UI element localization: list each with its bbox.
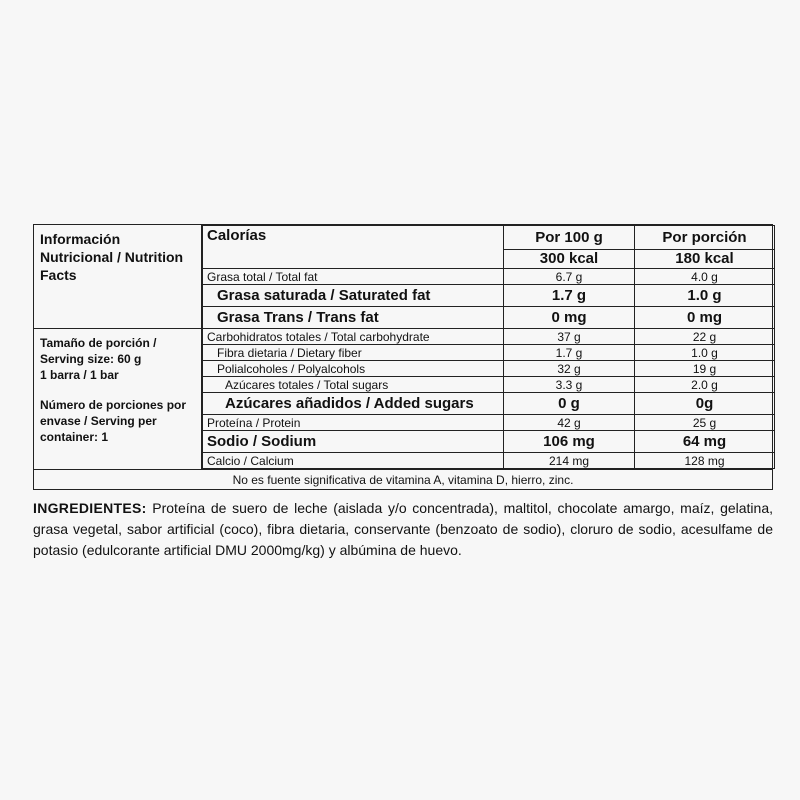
row-label: Azúcares totales / Total sugars [203, 377, 504, 393]
row-label: Azúcares añadidos / Added sugars [203, 393, 504, 415]
per-serving-header: Por porción [635, 226, 775, 250]
row-per-100g: 0 g [504, 393, 635, 415]
row-per-serving: 19 g [635, 361, 775, 377]
serving-unit: 1 barra / 1 bar [40, 368, 119, 382]
row-label: Grasa Trans / Trans fat [203, 307, 504, 329]
row-label: Polialcoholes / Polyalcohols [203, 361, 504, 377]
ingredients-section [33, 498, 773, 561]
row-per-100g: 3.3 g [504, 377, 635, 393]
serving-info [34, 329, 202, 469]
row-per-100g: 32 g [504, 361, 635, 377]
row-label: Fibra dietaria / Dietary fiber [203, 345, 504, 361]
nutrition-title: Información Nutricional / Nutrition Facts [34, 225, 202, 329]
kcal-per-100g: 300 kcal [504, 250, 635, 269]
nutrition-table [202, 225, 775, 469]
row-per-serving: 4.0 g [635, 269, 775, 285]
row-per-serving: 1.0 g [635, 285, 775, 307]
row-per-100g: 1.7 g [504, 345, 635, 361]
row-per-100g: 37 g [504, 329, 635, 345]
serving-size: Tamaño de porción / Serving size: 60 g [40, 336, 157, 366]
row-per-serving: 2.0 g [635, 377, 775, 393]
calories-label: Calorías [203, 226, 504, 269]
per-100g-header: Por 100 g [504, 226, 635, 250]
row-label: Sodio / Sodium [203, 431, 504, 453]
row-per-serving: 22 g [635, 329, 775, 345]
row-per-100g: 42 g [504, 415, 635, 431]
row-label: Proteína / Protein [203, 415, 504, 431]
row-per-serving: 64 mg [635, 431, 775, 453]
row-per-100g: 0 mg [504, 307, 635, 329]
servings-per-container: Número de porciones por envase / Serving per container: 1 [40, 398, 187, 444]
row-per-100g: 214 mg [504, 453, 635, 469]
row-per-serving: 0 mg [635, 307, 775, 329]
row-label: Grasa total / Total fat [203, 269, 504, 285]
row-per-serving: 128 mg [635, 453, 775, 469]
nutrition-facts-panel [33, 224, 773, 490]
ingredients-text: Proteína de suero de leche (aislada y/o concentrada), maltitol, chocolate amargo, maíz, gelatina, grasa vegetal, sabor artificial (coco), fibra dietaria, conservante (benzoato de sodio), cloruro de sodio, acesulfame de potasio (edulcorante artificial DMU 2000mg/kg) y albúmina de huevo. [33, 500, 773, 558]
footnote: No es fuente significativa de vitamina A, vitamina D, hierro, zinc. [34, 469, 772, 489]
row-per-serving: 0g [635, 393, 775, 415]
row-label: Calcio / Calcium [203, 453, 504, 469]
row-label: Grasa saturada / Saturated fat [203, 285, 504, 307]
row-per-100g: 6.7 g [504, 269, 635, 285]
row-per-100g: 1.7 g [504, 285, 635, 307]
kcal-per-serving: 180 kcal [635, 250, 775, 269]
row-per-serving: 1.0 g [635, 345, 775, 361]
ingredients-heading: INGREDIENTES: [33, 500, 147, 516]
row-label: Carbohidratos totales / Total carbohydrate [203, 329, 504, 345]
row-per-100g: 106 mg [504, 431, 635, 453]
row-per-serving: 25 g [635, 415, 775, 431]
